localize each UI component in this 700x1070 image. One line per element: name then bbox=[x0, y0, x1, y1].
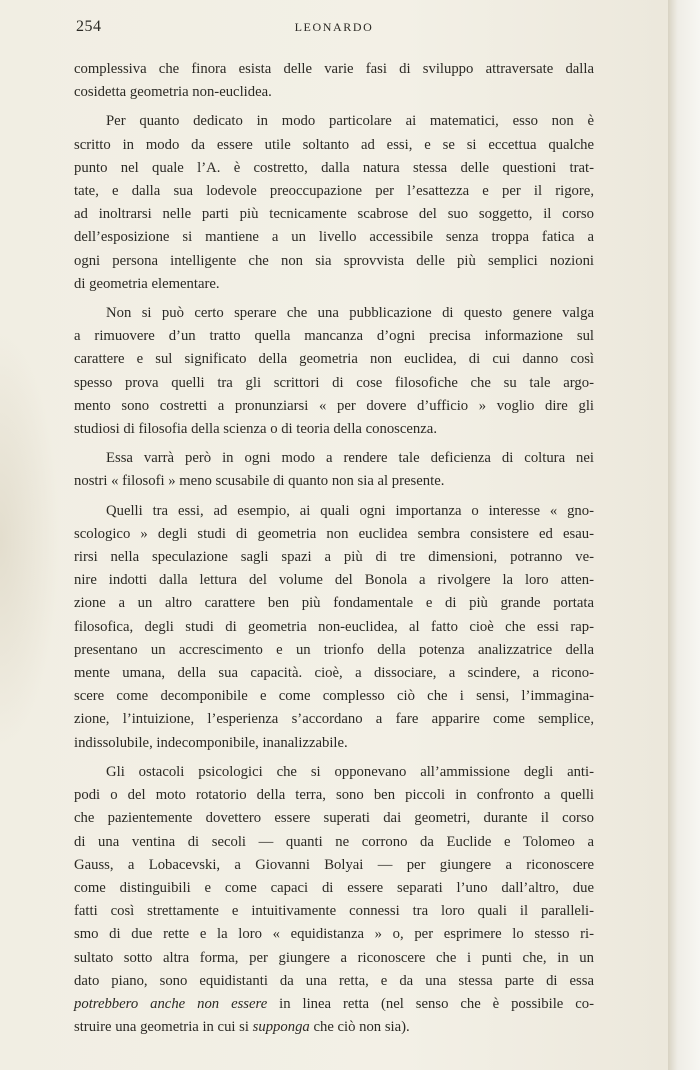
paragraph bbox=[74, 447, 594, 493]
text-line: dato piano, sono equidistanti da una retta, e da una stessa parte di essa bbox=[74, 972, 594, 989]
text-line: scologico » degli studi di geometria non euclidea sembra consistere ed esau- bbox=[74, 525, 594, 542]
text-line: presentano un accrescimento e un trionfo della potenza analizzatrice della bbox=[74, 641, 594, 658]
text-line: punto nel quale l’A. è costretto, dalla natura stessa delle questioni trat- bbox=[74, 159, 594, 176]
text-line: podi o del moto rotatorio della terra, sono ben piccoli in confronto a quelli bbox=[74, 787, 594, 804]
text-line: Gli ostacoli psicologici che si opponevano all’ammissione degli anti- bbox=[106, 763, 594, 780]
page-number: 254 bbox=[76, 18, 102, 35]
text-line: Gauss, a Lobacevski, a Giovanni Bolyai — per giungere a riconoscere bbox=[74, 856, 594, 873]
text-line: zione a un altro carattere ben più fondamentale e di più grande portata bbox=[74, 595, 594, 612]
text-line: fatti così strettamente e intuitivamente connessi tra loro quali il paralleli- bbox=[74, 903, 594, 920]
paragraph bbox=[74, 58, 594, 104]
text-line: Essa varrà però in ogni modo a rendere tale deficienza di coltura nei bbox=[106, 450, 594, 467]
paragraph bbox=[74, 302, 594, 441]
text-line: di geometria elementare. bbox=[74, 275, 220, 292]
paragraph bbox=[74, 500, 594, 755]
text-line: studiosi di filosofia della scienza o di teoria della conoscenza. bbox=[74, 421, 437, 438]
text-line: scere come decomponibile e come complesso ciò che i sensi, l’immagina- bbox=[74, 688, 594, 705]
text-line: rirsi nella speculazione sagli spazi a più di tre dimensioni, potranno ve- bbox=[74, 549, 594, 566]
text-line: zione, l’intuizione, l’esperienza s’accordano a fare apparire come semplice, bbox=[74, 711, 594, 728]
text-line: nostri « filosofi » meno scusabile di quanto non sia al presente. bbox=[74, 473, 445, 490]
text-line: smo di due rette e la loro « equidistanza » o, per esprimere lo stesso ri- bbox=[74, 926, 594, 943]
text-line: potrebbero anche non essere in linea retta (nel senso che è possibile co- bbox=[74, 995, 594, 1012]
text-line: ad inoltrarsi nelle parti più tecnicamente scabrose del suo soggetto, il corso bbox=[74, 206, 594, 223]
paragraph bbox=[74, 110, 594, 296]
text-line: carattere e sul significato della geometria non euclidea, di cui danno così bbox=[74, 351, 594, 368]
text-line: a rimuovere d’un tratto quella mancanza d’ogni precisa informazione sul bbox=[74, 328, 594, 345]
text-line: Quelli tra essi, ad esempio, ai quali ogni importanza o interesse « gno- bbox=[106, 502, 594, 519]
italic-phrase: potrebbero anche non essere bbox=[74, 995, 268, 1012]
text-line: nire indotti dalla lettura del volume del Bonola a rivolgere la loro atten- bbox=[74, 572, 594, 589]
text-line: tate, e dalla sua lodevole preoccupazione per l’esattezza e per il rigore, bbox=[74, 183, 594, 200]
text-line: struire una geometria in cui si supponga che ciò non sia). bbox=[74, 1019, 410, 1036]
text-line: Non si può certo sperare che una pubblicazione di questo genere valga bbox=[106, 305, 594, 322]
text-line: che pazientemente dovettero essere superati dai geometri, durante il corso bbox=[74, 810, 594, 827]
page-shadow bbox=[0, 330, 60, 750]
text-line: mento sono costretti a pronunziarsi « per dovere d’ufficio » voglio dire gli bbox=[74, 397, 594, 414]
running-title: LEONARDO bbox=[294, 20, 374, 34]
text-line: mente umana, della sua capacità. cioè, a dissociare, a scindere, a ricono- bbox=[74, 665, 594, 682]
italic-phrase: supponga bbox=[252, 1019, 310, 1036]
text-line: cosidetta geometria non-euclidea. bbox=[74, 84, 272, 101]
text-line: ogni persona intelligente che non sia sprovvista delle più semplici nozioni bbox=[74, 252, 594, 269]
text-line: sultato sotto altra forma, per giungere a riconoscere che i punti che, in un bbox=[74, 949, 594, 966]
text-line: di una ventina di secoli — quanti ne corrono da Euclide e Tolomeo a bbox=[74, 833, 594, 850]
body-text bbox=[74, 58, 594, 1045]
page-edge bbox=[668, 0, 700, 1070]
text-line: spesso prova quelli tra gli scrittori di cose filosofiche che su tale argo- bbox=[74, 374, 594, 391]
paragraph bbox=[74, 761, 594, 1039]
text-line: dell’esposizione si mantiene a un livello accessibile senza troppa fatica a bbox=[74, 229, 594, 246]
text-line: Per quanto dedicato in modo particolare ai matematici, esso non è bbox=[106, 113, 594, 130]
text-line: indissolubile, indecomponibile, inanalizzabile. bbox=[74, 734, 348, 751]
text-line: filosofica, degli studi di geometria non-euclidea, al fatto cioè che essi rap- bbox=[74, 618, 594, 635]
text-line: scritto in modo da essere utile soltanto ad essi, e se si eccettua qualche bbox=[74, 136, 594, 153]
page-header bbox=[76, 18, 592, 40]
text-line: come distinguibili e come capaci di essere separati l’uno dall’altro, due bbox=[74, 879, 594, 896]
text-line: complessiva che finora esista delle varie fasi di sviluppo attraversate dalla bbox=[74, 61, 594, 77]
